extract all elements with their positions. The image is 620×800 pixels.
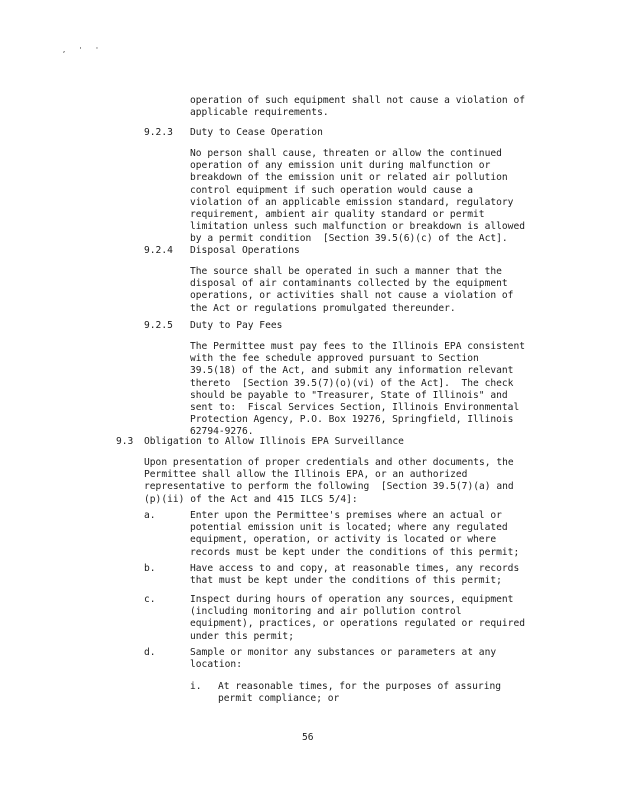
section-title-duty-to-cease: Duty to Cease Operation bbox=[190, 127, 323, 138]
sub-item-text: At reasonable times, for the purposes of assuring permit compliance; or bbox=[218, 681, 502, 705]
section-title-surveillance: Obligation to Allow Illinois EPA Surveillance bbox=[144, 436, 404, 447]
section-number-9-2-3: 9.2.3 bbox=[144, 127, 173, 138]
section-title-disposal-operations: Disposal Operations bbox=[190, 245, 300, 256]
list-item-label: d. bbox=[144, 647, 156, 658]
section-body-duty-to-pay-fees: The Permittee must pay fees to the Illinois EPA consistent with the fee schedule approved pursuant to Section 39.5(18) of the Act, and submit any information relevant thereto [Section 39.5(7)(o)(vi) of the Act]. The check should be payable to "Treasurer, State of Illinois" and sent to: Fiscal Services Section, Illinois Environmental Protection Agency, P.O. Box 19276, Springfield, Illinois 62794-9276. bbox=[190, 341, 526, 438]
section-number-9-2-5: 9.2.5 bbox=[144, 320, 173, 331]
section-body-disposal-operations: The source shall be operated in such a manner that the disposal of air contaminants collected by the equipment operations, or activities shall not cause a violation of the Act or regulations promulgated thereunder. bbox=[190, 266, 514, 314]
list-item-label: b. bbox=[144, 563, 156, 574]
section-number-9-2-4: 9.2.4 bbox=[144, 245, 173, 256]
page-number: 56 bbox=[302, 732, 314, 743]
list-item-text: Have access to and copy, at reasonable times, any records that must be kept under the conditions of this permit; bbox=[190, 563, 520, 587]
section-number-9-3: 9.3 bbox=[116, 436, 134, 447]
sub-item-label: i. bbox=[190, 681, 202, 692]
section-body-duty-to-cease: No person shall cause, threaten or allow the continued operation of any emission unit during malfunction or breakdown of the emission unit or related air pollution control equipment if such operation would cause a violation of an applicable emission standard, regulatory requirement, ambient air quality standard or permit limitation unless such malfunction or breakdown is allowed by a permit condition [Section 39.5(6)(c) of the Act]. bbox=[190, 148, 526, 245]
continuation-text: operation of such equipment shall not cause a violation of applicable requirements. bbox=[190, 95, 526, 119]
scan-corner-mark: , ' ' bbox=[62, 46, 104, 54]
section-intro-surveillance: Upon presentation of proper credentials and other documents, the Permittee shall allow the Illinois EPA, or an authorized representative to perform the following [Section 39.5(7)(a) and (p)(ii) of the Act and 415 ILCS 5/4]: bbox=[144, 457, 514, 505]
list-item-text: Inspect during hours of operation any sources, equipment (including monitoring and air pollution control equipment), practices, or operations regulated or required under this permit; bbox=[190, 594, 526, 642]
list-item-text: Sample or monitor any substances or parameters at any location: bbox=[190, 647, 497, 671]
list-item-text: Enter upon the Permittee's premises where an actual or potential emission unit is located; where any regulated equipment, operation, or activity is located or where records must be kept under the conditions of this permit; bbox=[190, 510, 520, 558]
list-item-label: a. bbox=[144, 510, 156, 521]
section-title-duty-to-pay-fees: Duty to Pay Fees bbox=[190, 320, 283, 331]
list-item-label: c. bbox=[144, 594, 156, 605]
